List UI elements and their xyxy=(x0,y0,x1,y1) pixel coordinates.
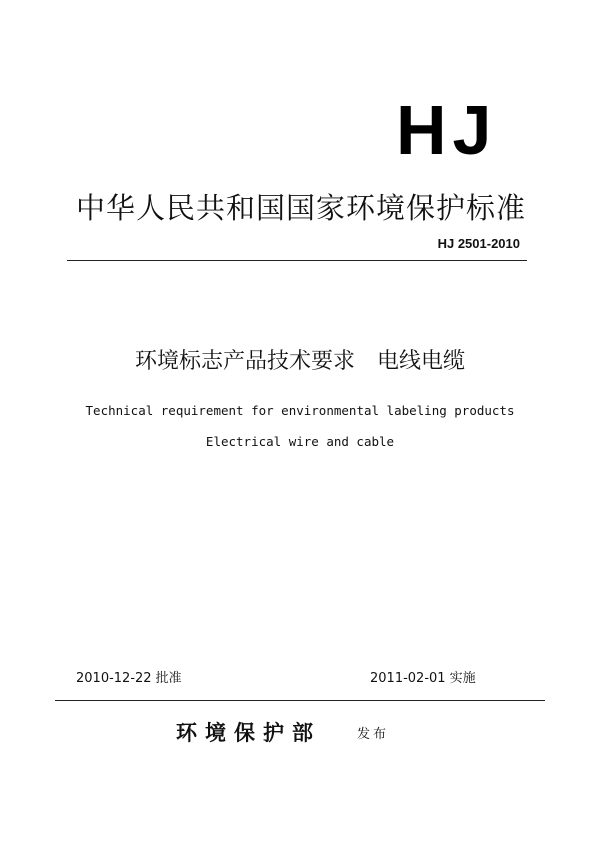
approval-date: 2010-12-22 批准 xyxy=(76,671,182,686)
effective-date: 2011-02-01 实施 xyxy=(370,671,476,686)
document-subtitle-english: Electrical wire and cable xyxy=(205,434,395,449)
document-title-english: Technical requirement for environmental labeling products xyxy=(85,403,515,418)
bottom-divider xyxy=(55,700,545,701)
hj-logo: HJ xyxy=(396,91,498,169)
document-title-chinese: 环境标志产品技术要求 电线电缆 xyxy=(134,349,465,374)
issuing-authority: 环境保护部 xyxy=(176,721,321,745)
issue-label: 发布 xyxy=(357,727,390,742)
standard-title: 中华人民共和国国家环境保护标准 xyxy=(75,191,526,225)
top-divider xyxy=(67,260,527,261)
standard-code: HJ 2501-2010 xyxy=(437,236,520,251)
